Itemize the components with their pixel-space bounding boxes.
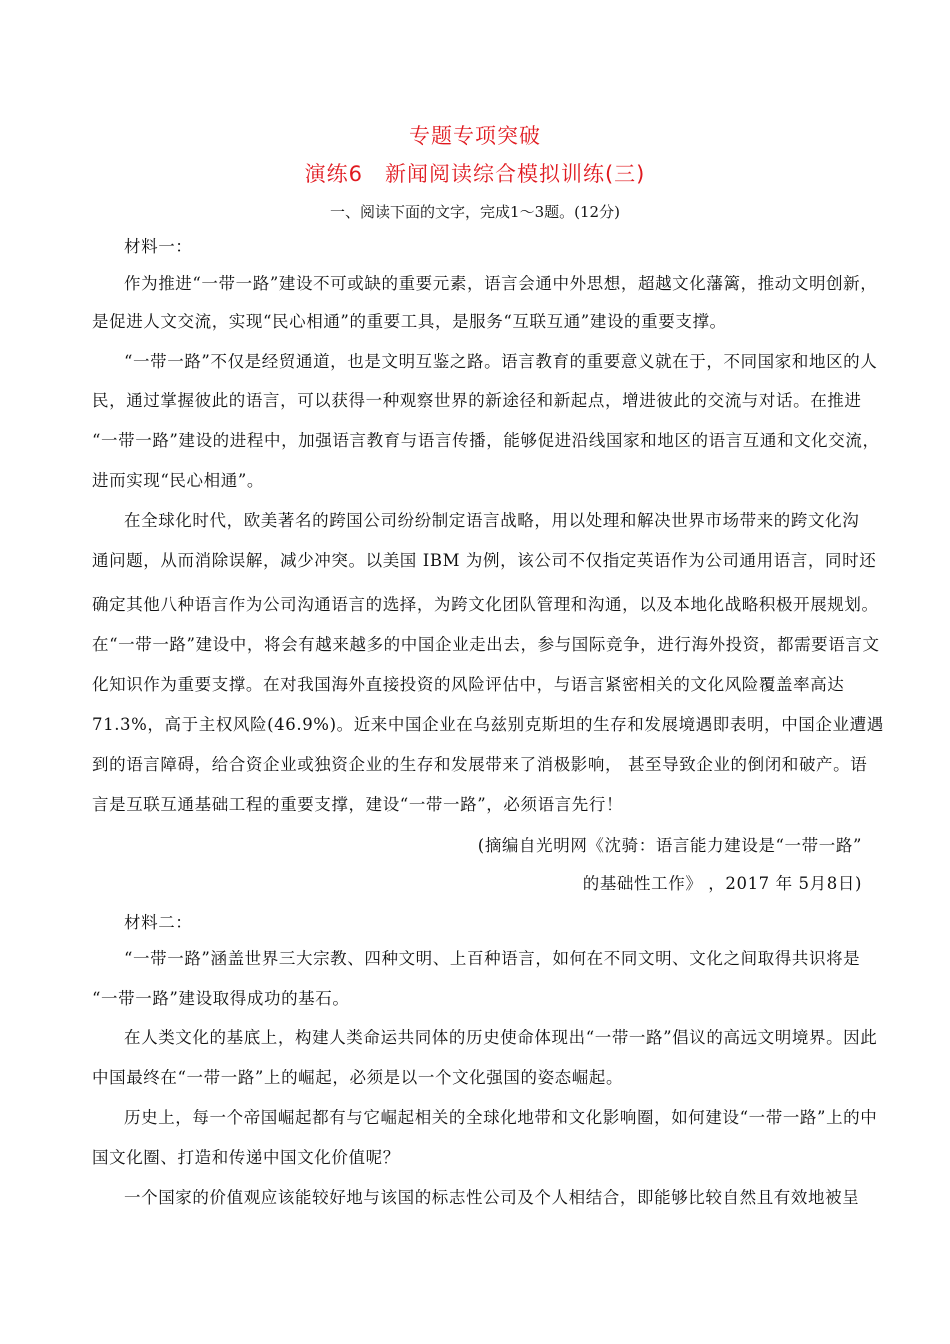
paragraph-line: 国文化圈、打造和传递中国文化价值呢？ (92, 1148, 400, 1167)
exercise-title (0, 158, 950, 188)
section-title: 专题专项突破 (409, 124, 541, 148)
question-instruction: 一、阅读下面的文字，完成1～3题。(12分) (330, 203, 620, 221)
paragraph-line: 确定其他八种语言作为公司沟通语言的选择，为跨文化团队管理和沟通，以及本地化战略积极开展规划。 (92, 595, 879, 614)
paragraph-line: 到的语言障碍，给合资企业或独资企业的生存和发展带来了消极影响， 甚至导致企业的倒闭和破产。语 (92, 755, 868, 774)
paragraph-line: 通问题，从而消除误解，减少冲突。以美国 IBM 为例，该公司不仅指定英语作为公司通用语言，同时还 (92, 551, 877, 570)
paragraph-line: 民，通过掌握彼此的语言，可以获得一种观察世界的新途径和新起点，增进彼此的交流与对话。在推进 (92, 391, 862, 410)
paragraph-line: 在全球化时代，欧美著名的跨国公司纷纷制定语言战略，用以处理和解决世界市场带来的跨文化沟 (124, 511, 860, 530)
source-citation: 的基础性工作》 ，2017 年 5月8日) (582, 874, 862, 893)
paragraph-line: 作为推进“一带一路”建设不可或缺的重要元素，语言会通中外思想，超越文化藩篱，推动文明创新， (124, 274, 878, 293)
paragraph-line: 在“一带一路”建设中，将会有越来越多的中国企业走出去，参与国际竞争，进行海外投资，都需要语言文 (92, 635, 880, 654)
paragraph-line: 言是互联互通基础工程的重要支撑，建设“一带一路”，必须语言先行！ (92, 795, 624, 814)
exercise-number: 演练6 (304, 162, 363, 186)
exercise-name: 新闻阅读综合模拟训练(三) (384, 162, 646, 186)
paragraph-line: “一带一路”涵盖世界三大宗教、四种文明、上百种语言，如何在不同文明、文化之间取得共识将是 (124, 949, 861, 968)
paragraph-line: “一带一路”不仅是经贸通道，也是文明互鉴之路。语言教育的重要意义就在于，不同国家和地区的人 (124, 352, 878, 371)
paragraph-line: 71.3%，高于主权风险(46.9%)。近来中国企业在乌兹别克斯坦的生存和发展境遇即表明，中国企业遭遇 (92, 715, 884, 734)
paragraph-line: 进而实现“民心相通”。 (92, 471, 264, 490)
source-citation: (摘编自光明网《沈骑：语言能力建设是“一带一路” (477, 836, 862, 855)
paragraph-line: “一带一路”建设的进程中，加强语言教育与语言传播，能够促进沿线国家和地区的语言互通和文化交流， (92, 431, 880, 450)
material-heading: 材料一： (124, 237, 193, 256)
material-heading: 材料二： (124, 913, 193, 932)
paragraph-line: 是促进人文交流，实现“民心相通”的重要工具，是服务“互联互通”建设的重要支撑。 (92, 312, 727, 331)
paragraph-line: 中国最终在“一带一路”上的崛起，必须是以一个文化强国的姿态崛起。 (92, 1068, 624, 1087)
paragraph-line: “一带一路”建设取得成功的基石。 (92, 989, 350, 1008)
paragraph-line: 在人类文化的基底上，构建人类命运共同体的历史使命体现出“一带一路”倡议的高远文明境界。因此 (124, 1028, 878, 1047)
paragraph-line: 一个国家的价值观应该能较好地与该国的标志性公司及个人相结合，即能够比较自然且有效地被呈 (124, 1188, 860, 1207)
paragraph-line: 历史上，每一个帝国崛起都有与它崛起相关的全球化地带和文化影响圈，如何建设“一带一路”上的中 (124, 1108, 878, 1127)
paragraph-line: 化知识作为重要支撑。在对我国海外直接投资的风险评估中，与语言紧密相关的文化风险覆盖率高达 (92, 675, 845, 694)
